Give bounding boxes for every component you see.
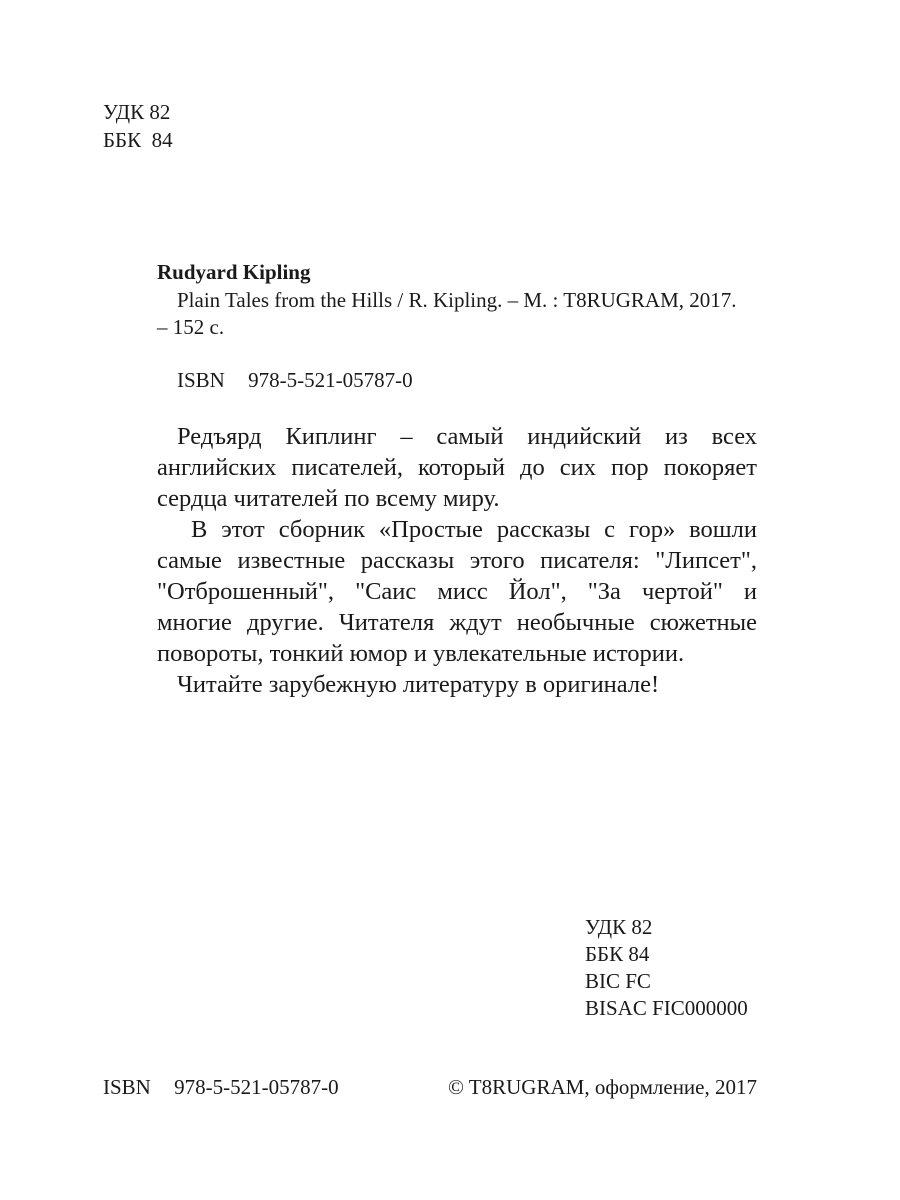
bibliographic-title: Plain Tales from the Hills / R. Kipling. – M. : T8RUGRAM, 2017.	[177, 288, 737, 312]
annotation-line: Редъярд Киплинг – самый индийский из всех	[177, 423, 757, 450]
isbn-number: 978-5-521-05787-0	[248, 368, 413, 392]
annotation-line: английских писателей, который до сих пор покоряет	[157, 454, 757, 481]
copyright-notice: © T8RUGRAM, оформление, 2017	[447, 1075, 757, 1099]
annotation-line: сердца читателей по всему миру.	[157, 485, 500, 512]
classification-bbk: ББК 84	[585, 942, 650, 966]
udk-code: УДК 82	[103, 100, 171, 124]
annotation-line: самые известные рассказы этого писателя: "Липсет",	[157, 547, 757, 574]
annotation	[157, 421, 757, 700]
author-name: Rudyard Kipling	[157, 260, 311, 284]
annotation-line: "Отброшенный", "Саис мисс Йол", "За чертой" и	[157, 578, 757, 605]
footer-isbn-label: ISBN	[103, 1075, 151, 1099]
footer-isbn-number: 978-5-521-05787-0	[174, 1075, 339, 1099]
classification-udk: УДК 82	[585, 915, 653, 939]
isbn-label: ISBN	[177, 368, 225, 392]
isbn-top	[177, 366, 413, 394]
classification-bisac: BISAC FIC000000	[585, 996, 748, 1020]
classification-block	[585, 914, 748, 1022]
page-count: – 152 с.	[157, 315, 225, 339]
annotation-line: В этот сборник «Простые рассказы с гор» вошли	[177, 516, 757, 543]
annotation-line: повороты, тонкий юмор и увлекательные истории.	[157, 640, 685, 667]
classification-bic: BIC FC	[585, 969, 651, 993]
footer-isbn	[103, 1073, 339, 1101]
bbk-code: ББК 84	[103, 128, 173, 152]
annotation-line: многие другие. Читателя ждут необычные сюжетные	[157, 609, 757, 636]
annotation-line: Читайте зарубежную литературу в оригинале!	[177, 671, 660, 698]
